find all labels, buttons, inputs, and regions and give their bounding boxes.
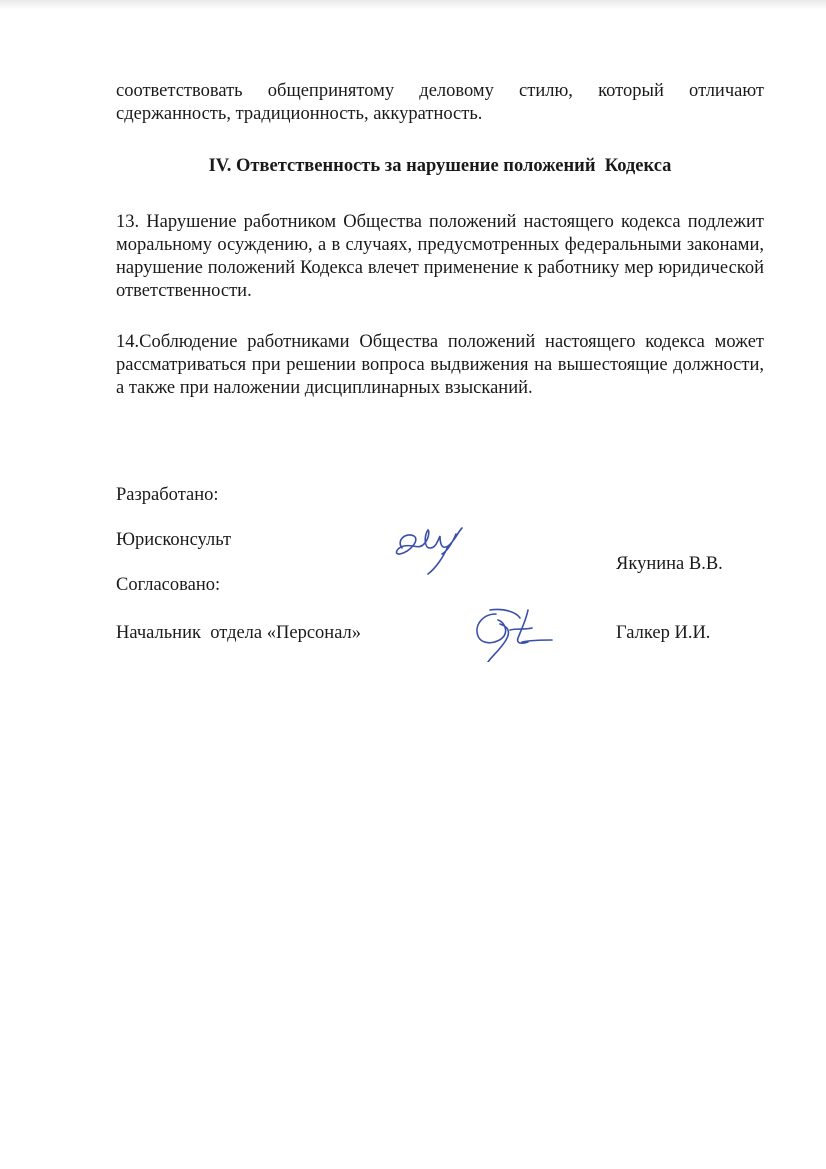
developed-label: Разработано: — [116, 485, 219, 505]
approver-role: Начальник отдела «Персонал» — [116, 623, 362, 643]
approver-signature — [470, 600, 556, 662]
scan-edge — [0, 0, 826, 10]
developer-name: Якунина В.В. — [616, 554, 723, 574]
section-heading: IV. Ответственность за нарушение положений Кодекса — [208, 156, 672, 176]
paragraph-14: 14.Соблюдение работниками Общества положений настоящего кодекса может рассматриваться при решении вопроса выдвижения на вышестоящие должности, а также при наложении дисциплинарных взысканий. — [116, 332, 764, 398]
approver-name: Галкер И.И. — [616, 623, 711, 643]
agreed-label: Согласовано: — [116, 575, 221, 595]
developer-signature — [388, 518, 470, 576]
paragraph-13: 13. Нарушение работником Общества положений настоящего кодекса подлежит моральному осуждению, а в случаях, предусмотренных федеральными законами, нарушение положений Кодекса влечет применение к работнику мер юридической ответственности. — [116, 212, 764, 301]
developer-role: Юрисконсульт — [116, 530, 232, 550]
intro-paragraph: соответствовать общепринятому деловому стилю, который отличают сдержанность, традиционность, аккуратность. — [116, 81, 764, 124]
